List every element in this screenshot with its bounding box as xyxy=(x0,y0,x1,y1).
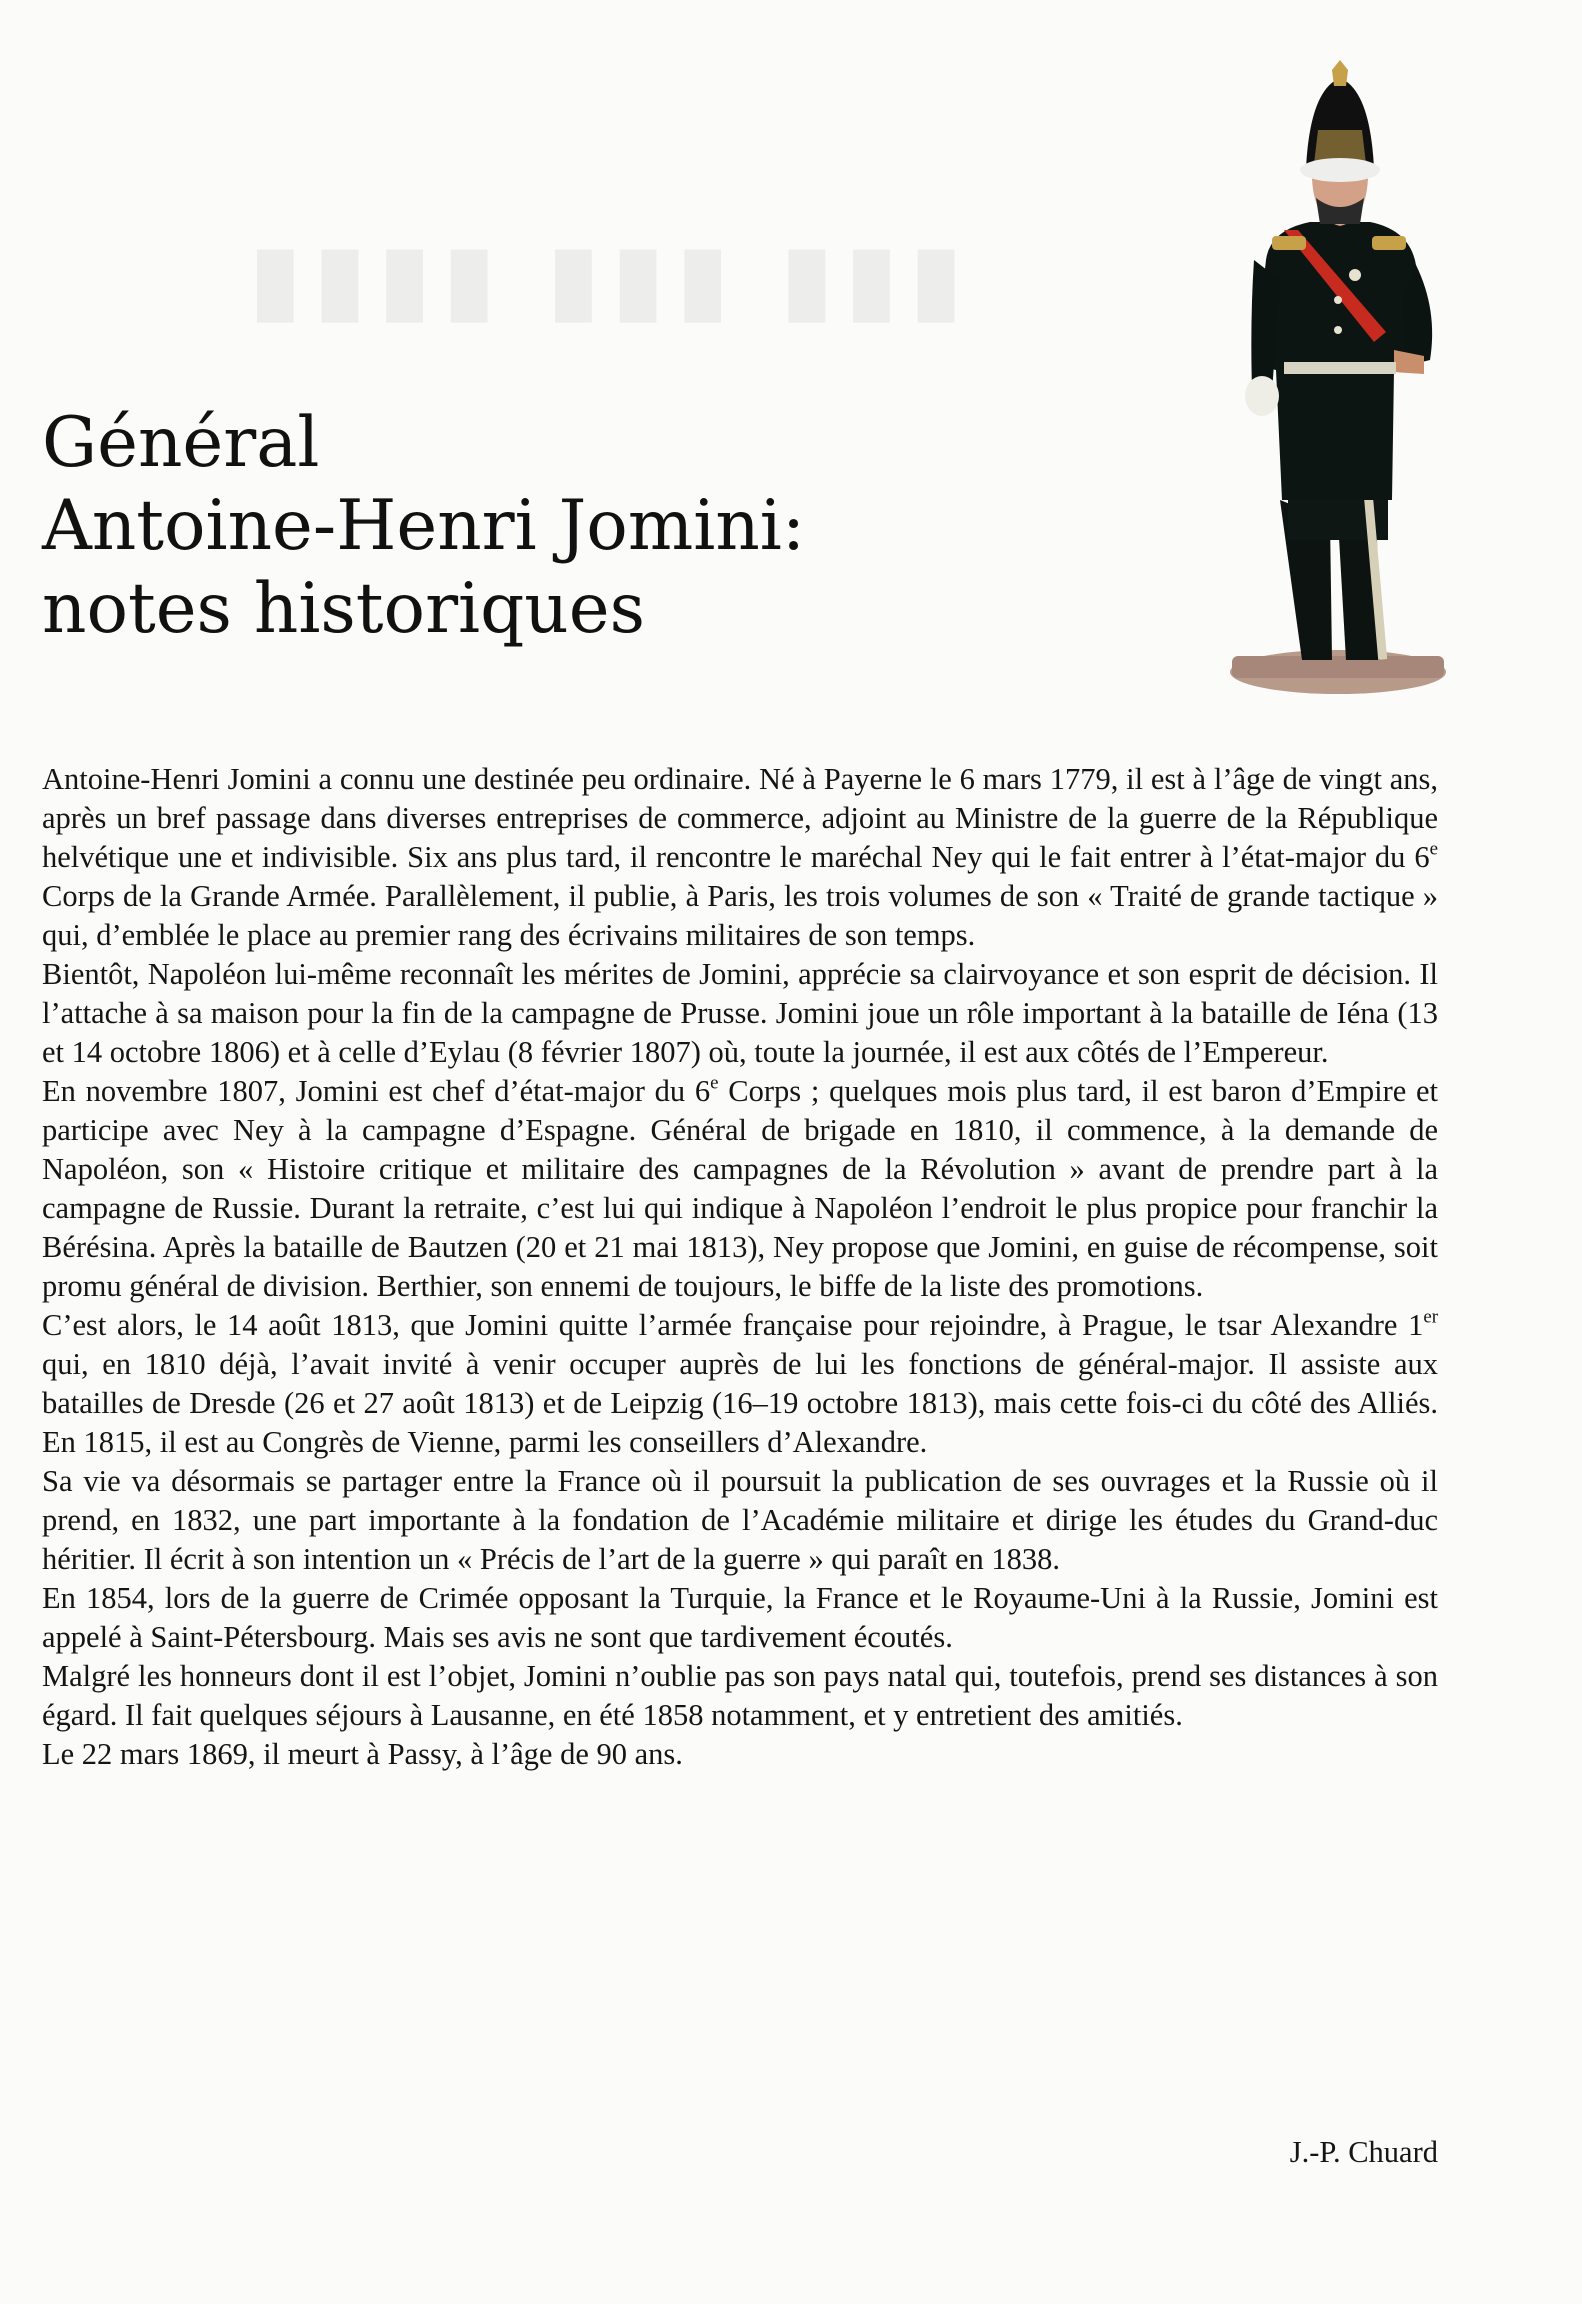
title-line-3: notes historiques xyxy=(42,569,645,649)
show-through-text: ▮▮▮▮ ▮▮▮ ▮▮▮ xyxy=(250,228,976,330)
paragraph-3: En novembre 1807, Jomini est chef d’état-major du 6e Corps ; quelques mois plus tard, il est baron d’Empire et participe avec Ney à la campagne d’Espagne. Général de brigade en 1810, il commence, à la demande de Napoléon, son « Histoire critique et militaire des campagnes de la Révolution » avant de prendre part à la campagne de Russie. Durant la retraite, c’est lui qui indique à Napoléon l’endroit le plus propice pour franchir la Bérésina. Après la bataille de Bautzen (20 et 21 mai 1813), Ney propose que Jomini, en guise de récompense, soit promu général de division. Berthier, son ennemi de toujours, le biffe de la liste des promotions. xyxy=(42,1072,1439,1303)
lead-soldier-figurine-icon xyxy=(1210,60,1470,700)
ordinal-suffix: er xyxy=(1423,1306,1438,1328)
paragraph-5: Sa vie va désormais se partager entre la France où il poursuit la publication de ses ouvrages et la Russie où il prend, en 1832, une part importante à la fondation de l’Académie militaire et dirige les études du Grand-duc héritier. Il écrit à son intention un « Précis de l’art de la guerre » qui paraît en 1838. xyxy=(42,1464,1438,1576)
title-line-1: Général xyxy=(42,403,320,483)
paragraph-4: C’est alors, le 14 août 1813, que Jomini quitte l’armée française pour rejoindre, à Prague, le tsar Alexandre 1er qui, en 1810 déjà, l’avait invité à venir occuper auprès de lui les fonctions de général-major. Il assiste aux batailles de Dresde (26 et 27 août 1813) et de Leipzig (16–19 octobre 1813), mais cette fois-ci du côté des Alliés. En 1815, il est au Congrès de Vienne, parmi les conseillers d’Alexandre. xyxy=(42,1306,1438,1459)
paragraph-8: Le 22 mars 1869, il meurt à Passy, à l’âge de 90 ans. xyxy=(42,1737,683,1771)
paragraph-6: En 1854, lors de la guerre de Crimée opposant la Turquie, la France et le Royaume-Uni à la Russie, Jomini est appelé à Saint-Pétersbourg. Mais ses avis ne sont que tardivement écoutés. xyxy=(42,1581,1438,1654)
title-line-2: Antoine-Henri Jomini: xyxy=(42,486,806,566)
author-signature: J.-P. Chuard xyxy=(1289,2135,1438,2169)
paragraph-1: Antoine-Henri Jomini a connu une destinée peu ordinaire. Né à Payerne le 6 mars 1779, il est à l’âge de vingt ans, après un bref passage dans diverses entreprises de commerce, adjoint au Ministre de la guerre de la République helvétique une et indivisible. Six ans plus tard, il rencontre le maréchal Ney qui le fait entrer à l’état-major du 6e Corps de la Grande Armée. Parallèlement, il publie, à Paris, les trois volumes de son « Traité de grande tactique » qui, d’emblée le place au premier rang des écrivains militaires de son temps. xyxy=(42,762,1438,952)
ordinal-suffix: e xyxy=(710,1072,719,1094)
paragraph-2: Bientôt, Napoléon lui-même reconnaît les mérites de Jomini, apprécie sa clairvoyance et son esprit de décision. Il l’attache à sa maison pour la fin de la campagne de Prusse. Jomini joue un rôle important à la bataille de Iéna (13 et 14 octobre 1806) et à celle d’Eylau (8 février 1807) où, toute la journée, il est aux côtés de l’Empereur. xyxy=(42,957,1438,1069)
ordinal-suffix: e xyxy=(1429,838,1438,860)
article-body xyxy=(42,760,1438,1774)
paragraph-7: Malgré les honneurs dont il est l’objet, Jomini n’oublie pas son pays natal qui, toutefois, prend ses distances à son égard. Il fait quelques séjours à Lausanne, en été 1858 notamment, et y entretient des amitiés. xyxy=(42,1659,1438,1732)
article-title xyxy=(42,402,1192,651)
